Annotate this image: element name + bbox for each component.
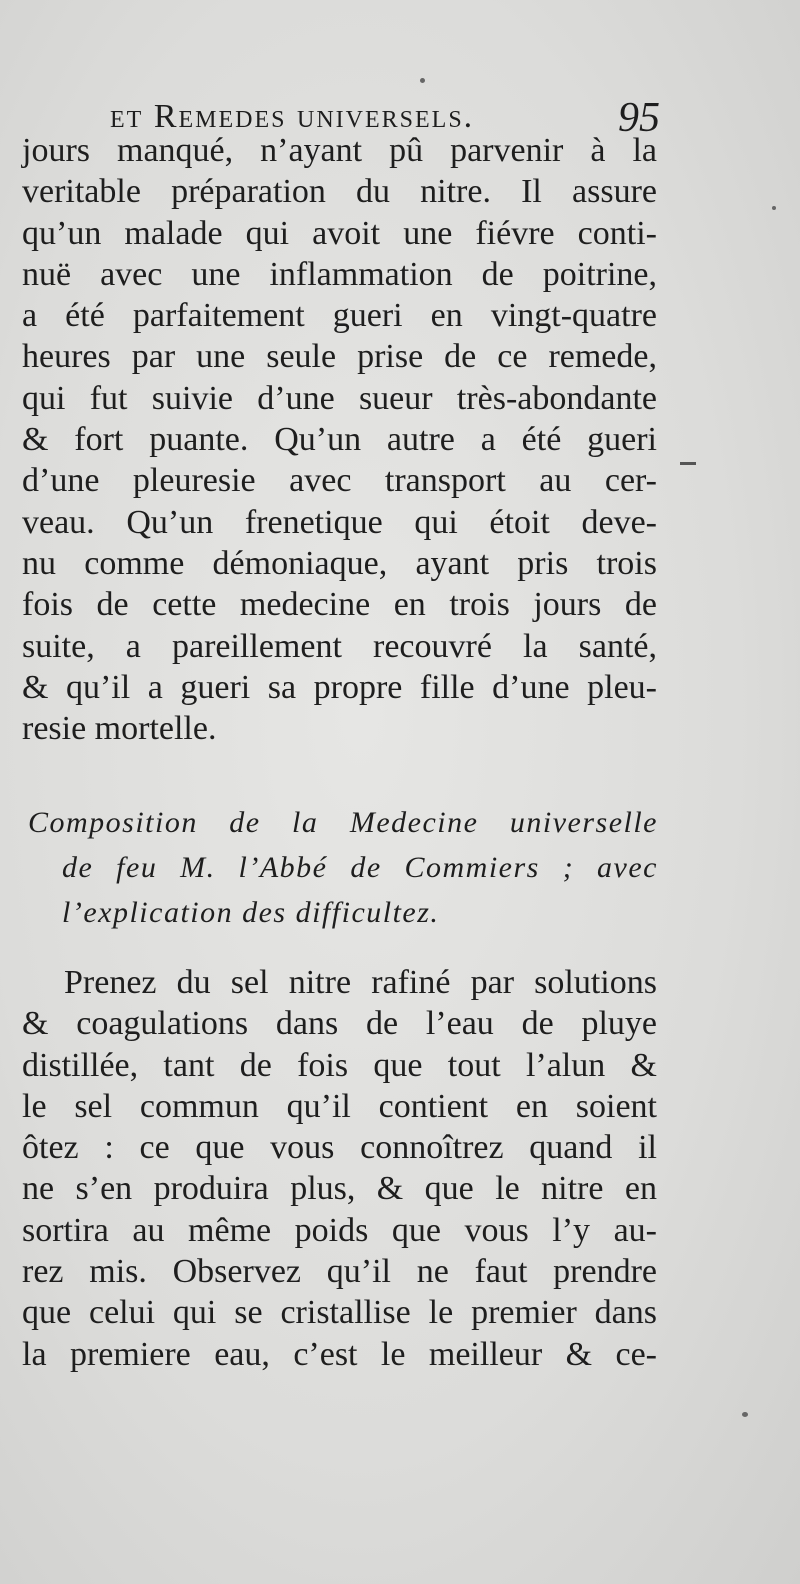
text-line: fois de cette medecine en trois jours de (22, 586, 657, 624)
heading-line: l’explication des difficultez. (62, 896, 440, 929)
text-line: distillée, tant de fois que tout l’alun & (22, 1046, 657, 1084)
text-line: rez mis. Observez qu’il ne faut prendre (22, 1253, 657, 1291)
text-line: & fort puante. Qu’un autre a été gueri (22, 421, 657, 459)
text-line: jours manqué, n’ayant pû parvenir à la (22, 132, 657, 169)
text-line: qu’un malade qui avoit une fiévre conti- (22, 214, 657, 252)
ink-speck (420, 78, 425, 83)
text-line: d’une pleuresie avec transport au cer- (22, 462, 657, 500)
text-line: a été parfaitement gueri en vingt-quatre (22, 297, 657, 335)
text-line: veau. Qu’un frenetique qui étoit deve- (22, 503, 657, 541)
text-line: nuë avec une inflammation de poitrine, (22, 255, 657, 293)
margin-dash-mark (680, 462, 696, 465)
text-line: sortira au même poids que vous l’y au- (22, 1211, 657, 1249)
text-line: la premiere eau, c’est le meilleur & ce- (22, 1335, 657, 1373)
ink-speck (772, 206, 776, 210)
text-line: que celui qui se cristallise le premier dans (22, 1294, 657, 1332)
text-line: qui fut suivie d’une sueur très-abondante (22, 379, 657, 417)
text-line: Prenez du sel nitre rafiné par solutions (64, 964, 657, 1001)
page-number: 95 (618, 95, 660, 141)
text-line: ne s’en produira plus, & que le nitre en (22, 1170, 657, 1208)
heading-line: Composition de la Medecine universelle (28, 806, 658, 839)
paragraph-1 (22, 130, 657, 749)
text-line: resie mortelle. (22, 710, 217, 748)
text-line: veritable préparation du nitre. Il assure (22, 173, 657, 211)
section-heading (28, 800, 658, 935)
text-line: suite, a pareillement recouvré la santé, (22, 627, 657, 665)
text-line: & qu’il a gueri sa propre fille d’une pleu- (22, 668, 657, 706)
paragraph-2 (22, 962, 657, 1375)
text-line: nu comme démoniaque, ayant pris trois (22, 544, 657, 582)
text-line: ôtez : ce que vous connoîtrez quand il (22, 1129, 657, 1167)
ink-speck (742, 1412, 748, 1417)
text-line: & coagulations dans de l’eau de pluye (22, 1005, 657, 1043)
running-title: et Remedes universels. (110, 98, 475, 135)
text-line: heures par une seule prise de ce remede, (22, 338, 657, 376)
heading-line: de feu M. l’Abbé de Commiers ; avec (62, 851, 658, 884)
text-line: le sel commun qu’il contient en soient (22, 1087, 657, 1125)
